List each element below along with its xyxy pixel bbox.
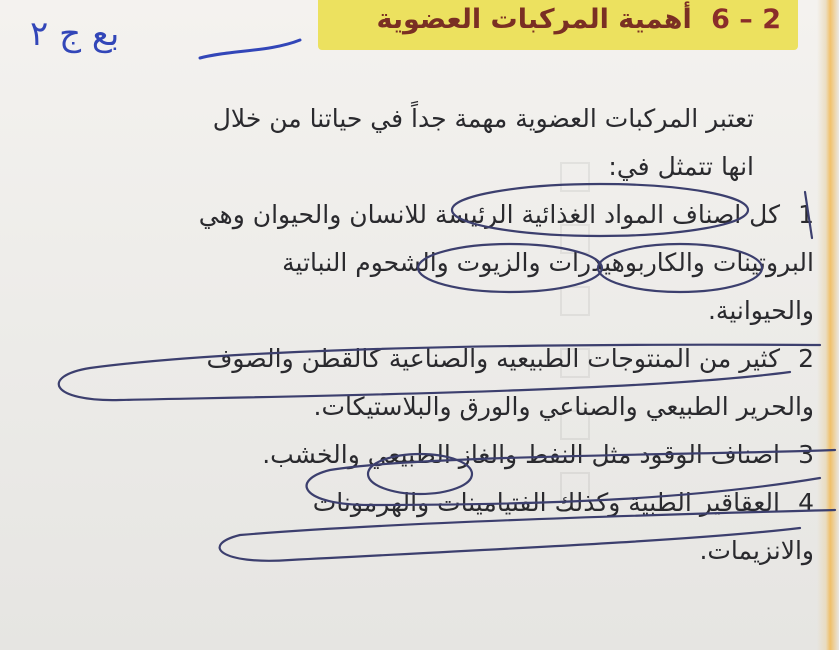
intro-line-2: انها تتمثل في: <box>608 152 754 182</box>
section-title-text: أهمية المركبات العضوية <box>376 4 692 35</box>
list-item-2-cont-1: والحرير الطبيعي والصناعي والورق والبلاستيكات. <box>313 392 814 422</box>
section-number: 6 – 2 <box>711 4 781 35</box>
list-marker-3: 3 <box>798 440 814 470</box>
list-item-2 <box>54 335 814 383</box>
list-item-1-cont-1: البروتينات والكاربوهيدرات والزيوت والشحوم النباتية <box>282 248 814 278</box>
list-marker-2: 2 <box>798 344 814 374</box>
list-item-1-cont-2: والحيوانية. <box>707 296 814 326</box>
list-item-1 <box>54 191 814 239</box>
list-marker-1: 1 <box>798 200 814 230</box>
list-marker-4: 4 <box>798 488 814 518</box>
handwritten-note: بع ج ٢ <box>30 14 120 54</box>
page-edge-decoration <box>817 0 839 650</box>
list-item-4-line-1: العقاقير الطبية وكذلك الفتيامينات والهرمونات <box>312 488 780 518</box>
intro-line-1: تعتبر المركبات العضوية مهمة جداً في حياتنا من خلال <box>212 104 754 134</box>
list-item-3-line-1: اصناف الوقود مثل النفط والغاز الطبيعي والخشب. <box>262 440 780 470</box>
section-title <box>376 4 781 35</box>
pen-underline <box>200 40 300 58</box>
list-item-2-line-1: كثير من المنتوجات الطبيعيه والصناعية كالقطن والصوف <box>206 344 780 374</box>
list-item-3 <box>54 431 814 479</box>
list-item-4-cont-1: والانزيمات. <box>699 536 814 566</box>
body-text <box>54 95 814 575</box>
list-item-4 <box>54 479 814 527</box>
list-item-1-line-1: كل اصناف المواد الغذائية الرئيسة للانسان والحيوان وهي <box>198 200 780 230</box>
